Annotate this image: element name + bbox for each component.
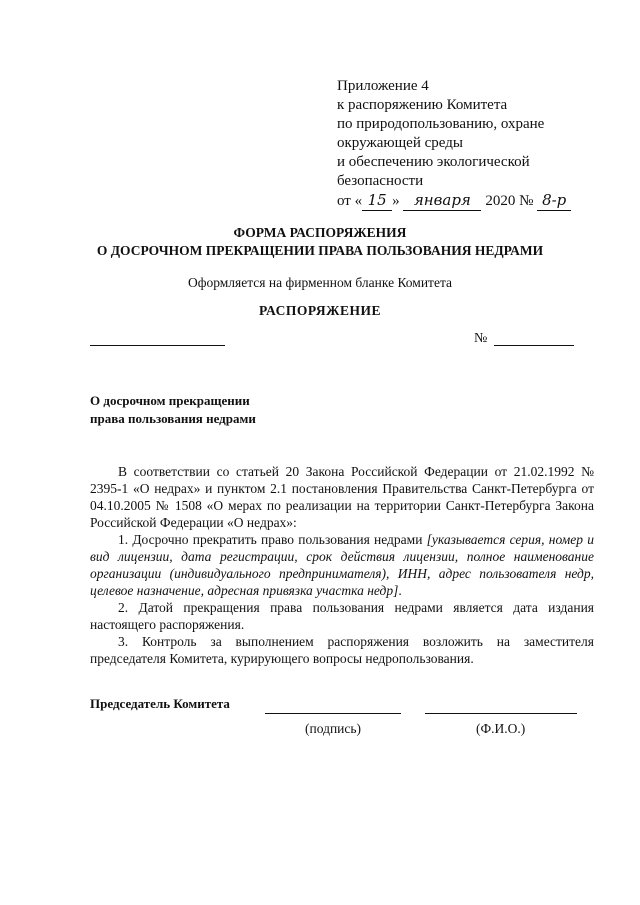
item-3-paragraph: 3. Контроль за выполнением распоряжения возложить на заместителя председателя Комитета, курирующего вопросы недропользования. [90,634,594,666]
appendix-header [337,77,607,211]
appendix-line-5: и обеспечению экологической [337,154,530,170]
handwritten-month: января [403,191,481,211]
item-2-paragraph: 2. Датой прекращения права пользования недрами является дата издания настоящего распоряжения. [90,600,594,632]
number-label: № [474,331,488,346]
item-1-italic: [указывается серия, номер и вид лицензии, дата регистрации, срок действия лицензии, полное наименование организации (индивидуального предпринимателя), ИНН, адрес пользователя недр, целевое назначение, адресная привязка участка недр] [90,532,594,598]
name-caption: (Ф.И.О.) [476,721,526,736]
appendix-line-2: к распоряжению Комитета [337,97,508,113]
date-prefix: от « [337,193,363,209]
subject-line-1: О досрочном прекращении [90,393,250,408]
date-mid: » [392,193,400,209]
handwritten-day: 15 [362,191,392,211]
appendix-line-3: по природопользованию, охране [337,116,545,132]
document-title: РАСПОРЯЖЕНИЕ [258,303,382,318]
item-1-text: 1. Досрочно прекратить право пользования недрами [118,532,427,547]
form-title-line-2: О ДОСРОЧНОМ ПРЕКРАЩЕНИИ ПРАВА ПОЛЬЗОВАНИЯ НЕДРАМИ [96,243,544,258]
intro-paragraph: В соответствии со статьей 20 Закона Российской Федерации от 21.02.1992 № 2395-1 «О недрах» и пунктом 2.1 постановления Правительства Санкт-Петербурга от 04.10.2005 № 1508 «О мерах по реализации на территории Санкт-Петербурга Закона Российской Федерации «О недрах»: [90,464,594,530]
item-1-end: . [398,583,402,598]
chair-label: Председатель Комитета [90,696,230,711]
signature-line [265,713,401,714]
form-title-line-1: ФОРМА РАСПОРЯЖЕНИЯ [233,225,407,240]
item-1-paragraph [90,531,594,599]
number-blank-line [494,345,574,346]
subject-heading [90,392,350,428]
handwritten-order-number: 8-р [537,191,571,211]
appendix-line-4: окружающей среды [337,135,463,151]
blank-note: Оформляется на фирменном бланке Комитета [187,275,453,290]
date-year: 2020 № [485,193,534,209]
body-text [90,463,594,667]
date-blank-line [90,345,225,346]
name-line [425,713,577,714]
signature-caption: (подпись) [305,721,362,736]
appendix-line-6: безопасности [337,173,424,189]
form-title [0,224,640,260]
appendix-line-1: Приложение 4 [337,78,429,94]
subject-line-2: права пользования недрами [90,411,256,426]
appendix-date-line [337,191,607,211]
